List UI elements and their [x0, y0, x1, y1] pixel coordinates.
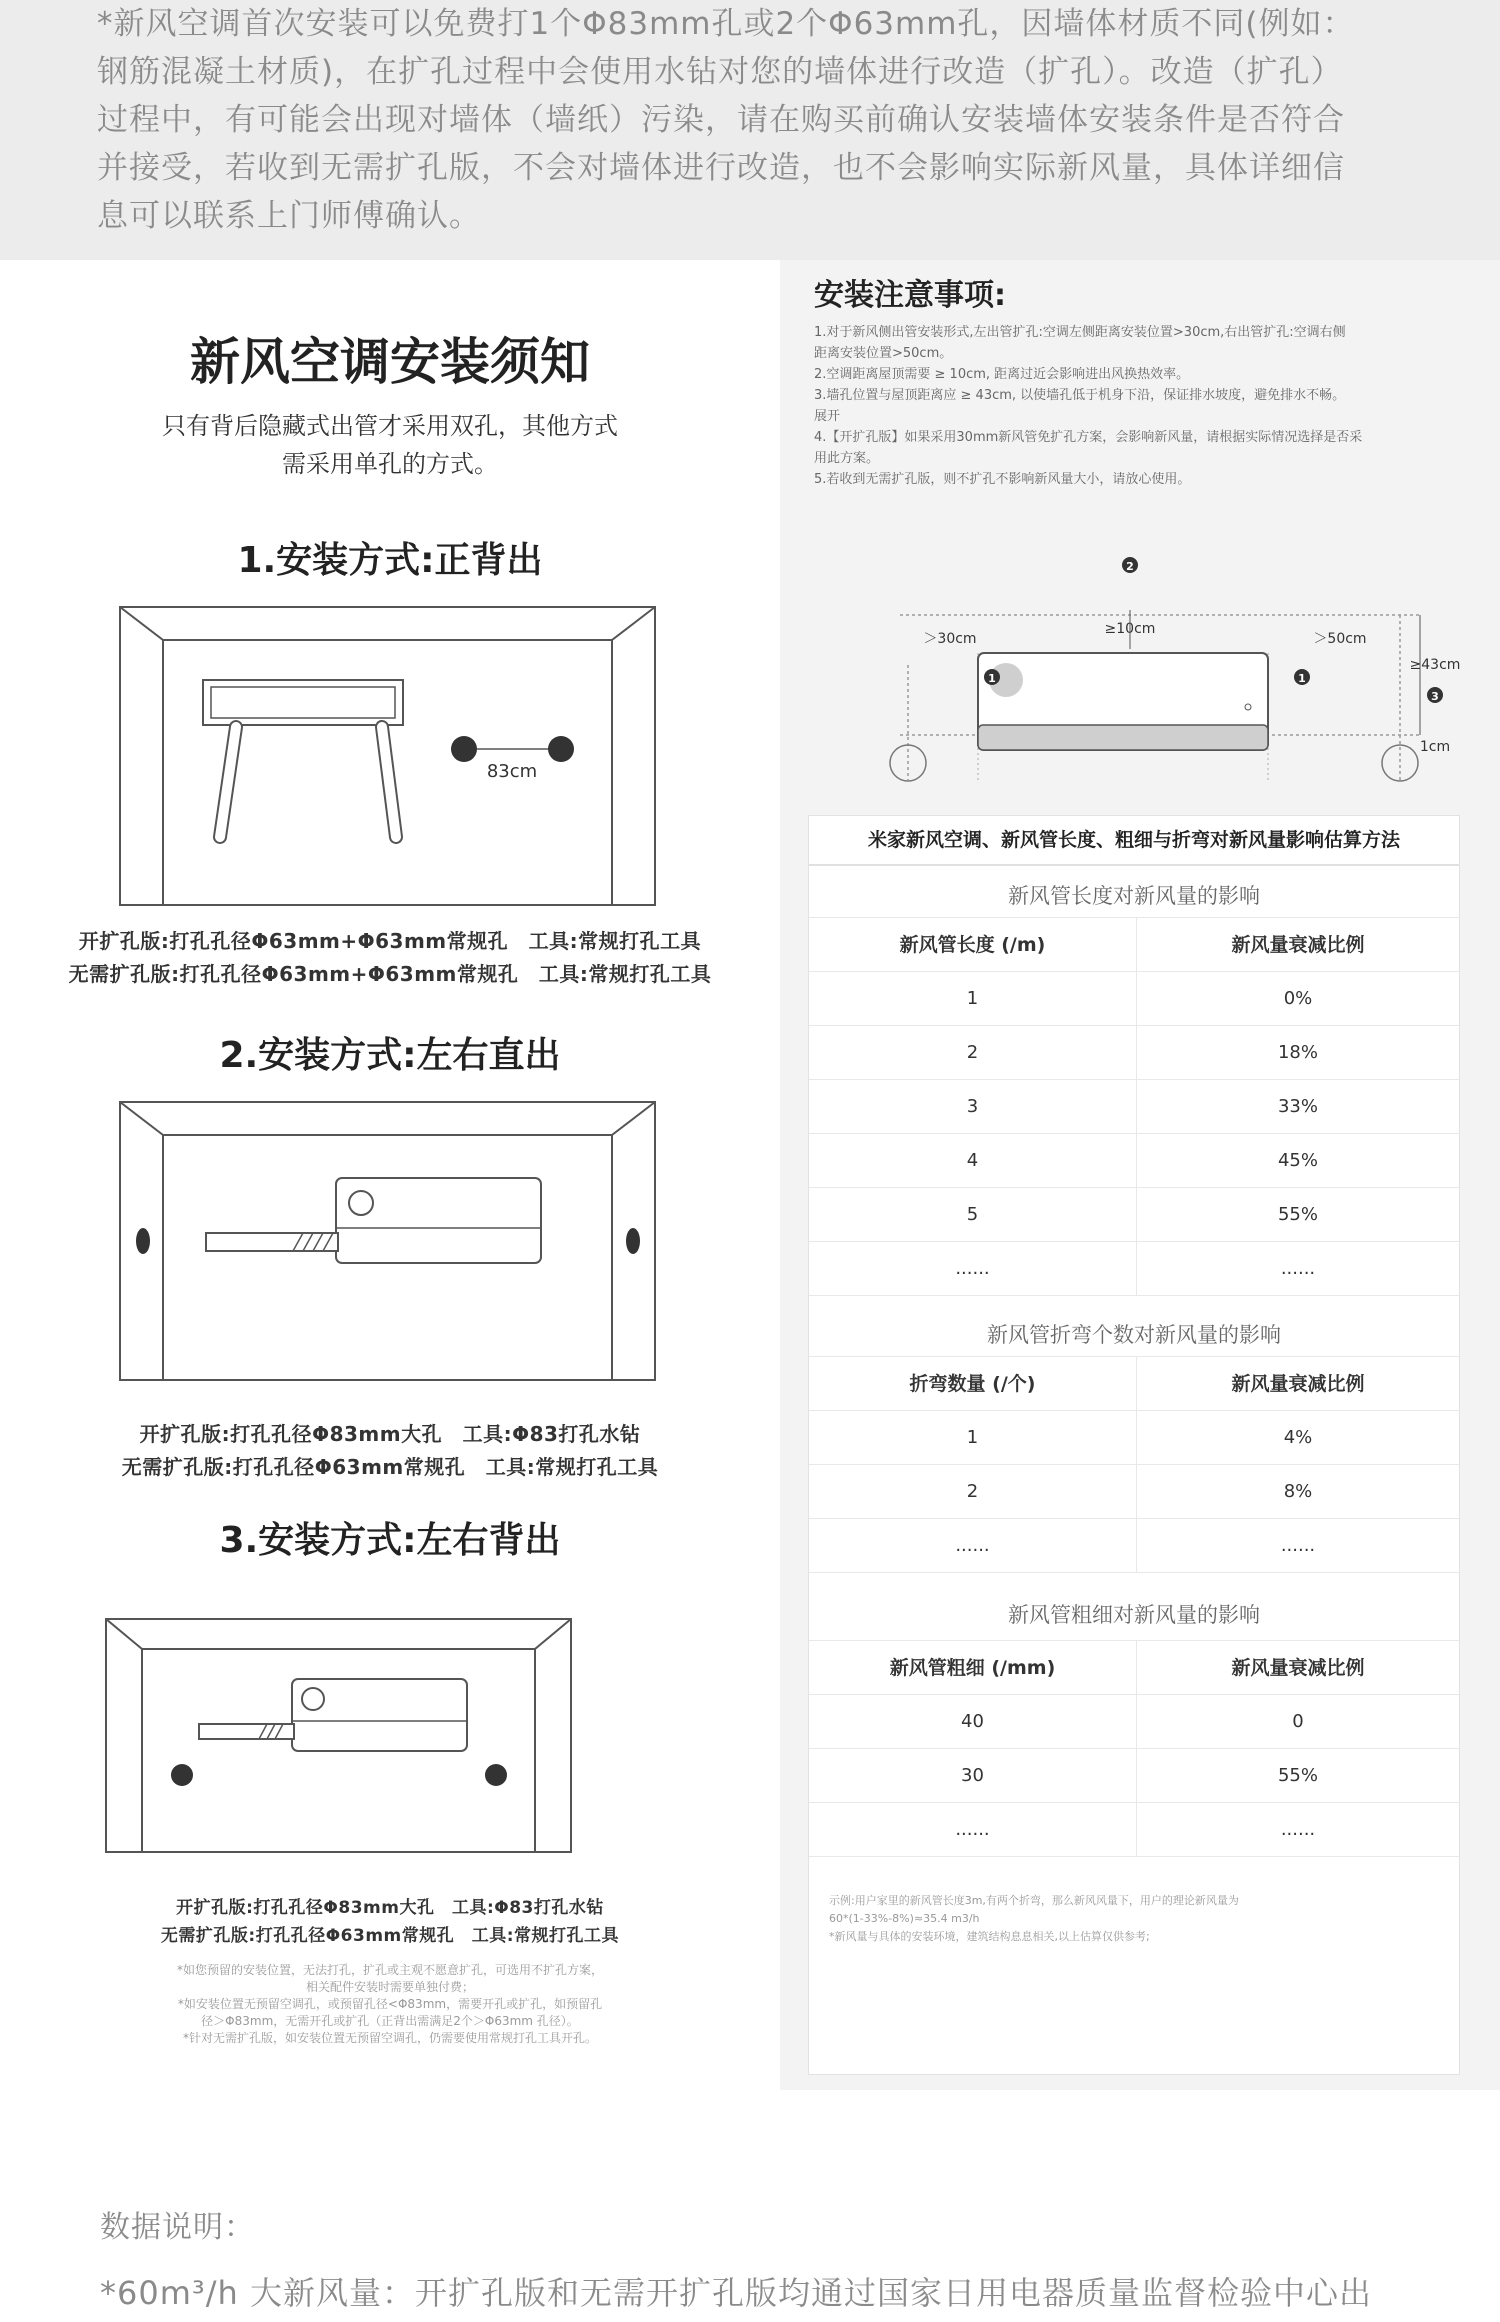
- top-clearance-label: ≥10cm: [1104, 621, 1156, 637]
- page-title: 新风空调安装须知: [190, 333, 590, 391]
- pipe-end-icon: [1382, 745, 1418, 781]
- section-length-title: 新风管长度对新风量的影响: [1008, 884, 1260, 908]
- table-row: 5 55%: [809, 1187, 1459, 1242]
- data-notes-text: *60m³/h 大新风量：开扩孔版和无需开扩孔版均通过国家日用电器质量监督检验中心出: [100, 2274, 1372, 2312]
- footnotes: *如您预留的安装位置，无法打孔，扩孔或主观不愿意扩孔，可选用不扩孔方案， 相关配件安装时需要单独付费； *如安装位置无预留空调孔，或预留孔径<Φ83mm，需要开孔或扩孔，如预留孔 径＞Φ83mm，无需开孔或扩孔（正背出需满足2个＞Φ63mm 孔径）。 *针对无需扩孔版，如安装位置无预留空调孔，仍需要使用常规打孔工具开孔。: [176, 1963, 603, 2045]
- table-header: 新风管粗细 (/mm) 新风量衰减比例: [809, 1640, 1459, 1695]
- table-row: 30 55%: [809, 1748, 1459, 1803]
- wall-hole-icon: [626, 1228, 640, 1254]
- table-row: 2 8%: [809, 1464, 1459, 1519]
- table-row: 2 18%: [809, 1025, 1459, 1080]
- table-header: 新风管长度 (/m) 新风量衰减比例: [809, 917, 1459, 972]
- marker-2-icon: 2: [1126, 560, 1134, 573]
- method-2-spec-2: 无需扩孔版:打孔孔径Φ63mm常规孔 工具:常规打孔工具: [121, 1455, 659, 1479]
- method-1-title: 1.安装方式:正背出: [237, 540, 543, 581]
- method-1-diagram: [118, 605, 658, 910]
- wall-hole-icon: [548, 736, 574, 762]
- marker-1-icon: 1: [1298, 672, 1306, 685]
- divider: [809, 1295, 1459, 1296]
- method-1-spec-2: 无需扩孔版:打孔孔径Φ63mm+Φ63mm常规孔 工具:常规打孔工具: [68, 962, 712, 986]
- top-disclaimer: [0, 0, 1500, 260]
- table-row: 3 33%: [809, 1079, 1459, 1134]
- table-row: 40 0: [809, 1694, 1459, 1749]
- method-3-diagram: [104, 1617, 574, 1857]
- table-row: ...... ......: [809, 1802, 1459, 1857]
- table-row: 1 4%: [809, 1410, 1459, 1465]
- data-notes-title: 数据说明：: [100, 2210, 255, 2245]
- method-2-diagram: [118, 1100, 658, 1385]
- bottom-clearance-label: 1cm: [1419, 739, 1451, 755]
- section-bends-title: 新风管折弯个数对新风量的影响: [987, 1323, 1281, 1347]
- wall-hole-icon: [451, 736, 477, 762]
- table-row: ...... ......: [809, 1241, 1459, 1296]
- installation-guide: [0, 260, 780, 2090]
- wall-hole-icon: [171, 1764, 193, 1786]
- method-2-title: 2.安装方式:左右直出: [219, 1035, 561, 1076]
- left-clearance-label: ＞30cm: [923, 631, 977, 647]
- table-row: 4 45%: [809, 1133, 1459, 1188]
- method-2-spec-1: 开扩孔版:打孔孔径Φ83mm大孔 工具:Φ83打孔水钻: [139, 1422, 641, 1446]
- wall-hole-icon: [136, 1228, 150, 1254]
- right-clearance-label: ＞50cm: [1313, 631, 1367, 647]
- installation-notes-panel: [780, 260, 1500, 2090]
- table-row: 1 0%: [809, 971, 1459, 1026]
- divider: [809, 1572, 1459, 1573]
- divider: [809, 1856, 1459, 1857]
- hole-distance-label: 83cm: [486, 761, 538, 782]
- method-3-spec-2: 无需扩孔版:打孔孔径Φ63mm常规孔 工具:常规打孔工具: [160, 1926, 620, 1946]
- air-conditioner-icon: [336, 1178, 541, 1263]
- table-header: 折弯数量 (/个) 新风量衰减比例: [809, 1356, 1459, 1411]
- wall-hole-icon: [485, 1764, 507, 1786]
- marker-1-icon: 1: [988, 672, 996, 685]
- table-title: 米家新风空调、新风管长度、粗细与折弯对新风量影响估算方法: [809, 816, 1459, 866]
- clearance-diagram: [860, 545, 1460, 785]
- table-row: ...... ......: [809, 1518, 1459, 1573]
- subtitle-line-2: 需采用单孔的方式。: [282, 450, 498, 478]
- airflow-table: [808, 815, 1460, 2075]
- section-diameter-title: 新风管粗细对新风量的影响: [1008, 1603, 1260, 1627]
- notes-list: 1.对于新风侧出管安装形式,左出管扩孔:空调左侧距离安装位置>30cm,右出管扩孔:空调右侧 距离安装位置>50cm。 2.空调距离屋顶需要 ≥ 10cm, 距离过近会影响进出风换热效率。 3.墙孔位置与屋顶距离应 ≥ 43cm, 以使墙孔低于机身下沿，保证排水坡度，避免排水不畅。 展开 4.【开扩孔版】如果采用30mm新风管免扩孔方案，会影响新风量，请根据实际情况选择是否采 用此方案。 5.若收到无需扩孔版，则不扩孔不影响新风量大小，请放心使用。: [814, 325, 1363, 487]
- notes-title: 安装注意事项:: [814, 278, 1006, 313]
- method-3-spec-1: 开扩孔版:打孔孔径Φ83mm大孔 工具:Φ83打孔水钻: [176, 1898, 604, 1918]
- marker-3-icon: 3: [1431, 690, 1439, 703]
- subtitle-line-1: 只有背后隐藏式出管才采用双孔，其他方式: [162, 412, 618, 440]
- top-disclaimer-text: *新风空调首次安装可以免费打1个Φ83mm孔或2个Φ63mm孔，因墙体材质不同(例如： 钢筋混凝土材质)，在扩孔过程中会使用水钻对您的墙体进行改造（扩孔）。改造（扩孔） 过程中，有可能会出现对墙体（墙纸）污染，请在购买前确认安装墙体安装条件是否符合 并接受，若收到无需扩孔版，不会对墙体进行改造，也不会影响实际新风量，具体详细信 息可以联系上门师傅确认。: [97, 6, 1355, 234]
- method-1-spec-1: 开扩孔版:打孔孔径Φ63mm+Φ63mm常规孔 工具:常规打孔工具: [78, 929, 702, 953]
- example-note: 示例:用户家里的新风管长度3m,有两个折弯，那么新风风量下，用户的理论新风量为 60*(1-33%-8%)≈35.4 m3/h *新风量与具体的安装环境，建筑结构息息相关,以上估算仅供参考;: [829, 1894, 1239, 1943]
- wall-hole-height-label: ≥43cm: [1409, 657, 1460, 673]
- method-3-title: 3.安装方式:左右背出: [219, 1520, 561, 1561]
